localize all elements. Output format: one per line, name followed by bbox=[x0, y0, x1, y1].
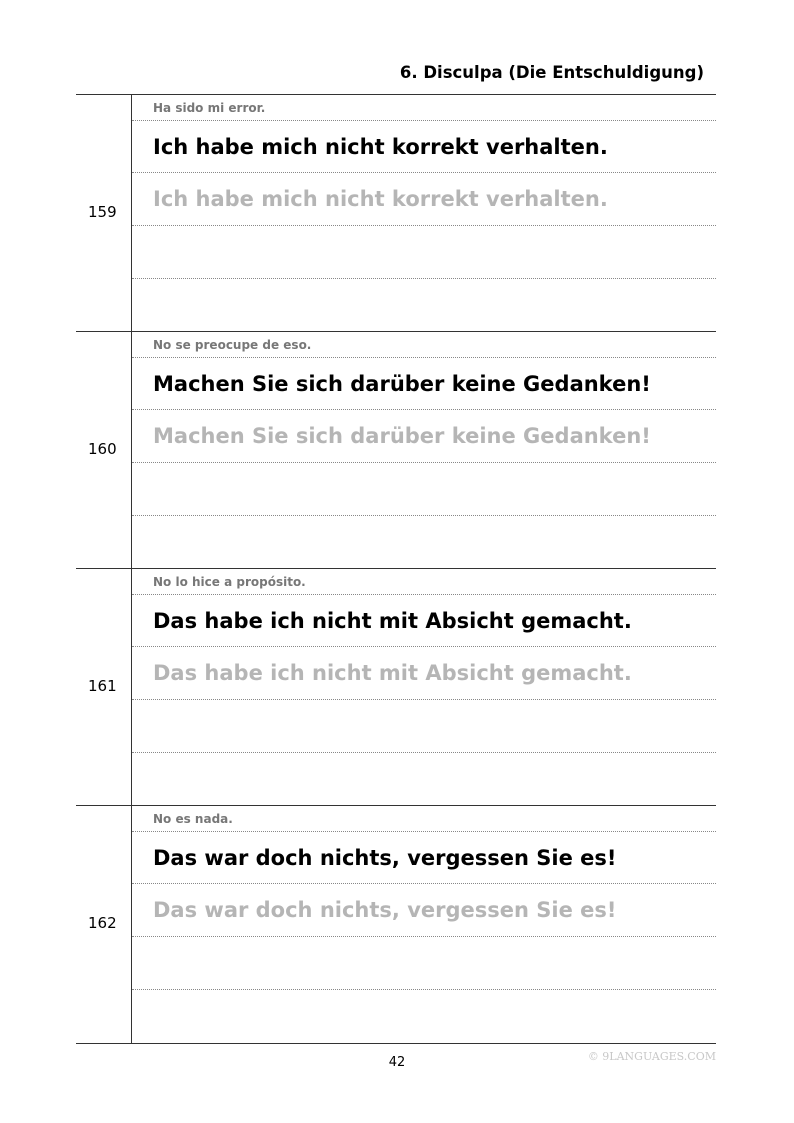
entry-number: 161 bbox=[88, 677, 117, 695]
page-title: 6. Disculpa (Die Entschuldigung) bbox=[399, 63, 704, 82]
practice-entry bbox=[76, 806, 716, 1043]
spanish-translation: No lo hice a propósito. bbox=[153, 575, 306, 589]
ruled-line bbox=[132, 646, 716, 647]
tracing-sentence: Das war doch nichts, vergessen Sie es! bbox=[153, 898, 617, 922]
ruled-line bbox=[132, 462, 716, 463]
spanish-translation: Ha sido mi error. bbox=[153, 101, 266, 115]
german-sentence: Das habe ich nicht mit Absicht gemacht. bbox=[153, 609, 632, 633]
spanish-translation: No es nada. bbox=[153, 812, 233, 826]
ruled-line bbox=[132, 699, 716, 700]
ruled-line bbox=[132, 225, 716, 226]
copyright-notice: © 9LANGUAGES.COM bbox=[587, 1050, 716, 1063]
ruled-line bbox=[132, 120, 716, 121]
number-cell bbox=[76, 95, 132, 331]
ruled-line bbox=[132, 883, 716, 884]
german-sentence: Ich habe mich nicht korrekt verhalten. bbox=[153, 135, 608, 159]
ruled-line bbox=[132, 515, 716, 516]
ruled-line bbox=[132, 831, 716, 832]
entry-number: 159 bbox=[88, 203, 117, 221]
entry-number: 160 bbox=[88, 440, 117, 458]
number-cell bbox=[76, 806, 132, 1043]
spanish-translation: No se preocupe de eso. bbox=[153, 338, 312, 352]
practice-entry bbox=[76, 95, 716, 332]
german-sentence: Machen Sie sich darüber keine Gedanken! bbox=[153, 372, 651, 396]
practice-table bbox=[76, 94, 716, 1044]
number-cell bbox=[76, 332, 132, 568]
practice-entry bbox=[76, 332, 716, 569]
number-cell bbox=[76, 569, 132, 805]
ruled-line bbox=[132, 409, 716, 410]
practice-entry bbox=[76, 569, 716, 806]
page-number: 42 bbox=[388, 1055, 406, 1070]
ruled-line bbox=[132, 278, 716, 279]
ruled-line bbox=[132, 989, 716, 990]
tracing-sentence: Das habe ich nicht mit Absicht gemacht. bbox=[153, 661, 632, 685]
entry-number: 162 bbox=[88, 914, 117, 932]
tracing-sentence: Machen Sie sich darüber keine Gedanken! bbox=[153, 424, 651, 448]
ruled-line bbox=[132, 357, 716, 358]
ruled-line bbox=[132, 594, 716, 595]
german-sentence: Das war doch nichts, vergessen Sie es! bbox=[153, 846, 617, 870]
tracing-sentence: Ich habe mich nicht korrekt verhalten. bbox=[153, 187, 608, 211]
ruled-line bbox=[132, 752, 716, 753]
ruled-line bbox=[132, 936, 716, 937]
ruled-line bbox=[132, 172, 716, 173]
